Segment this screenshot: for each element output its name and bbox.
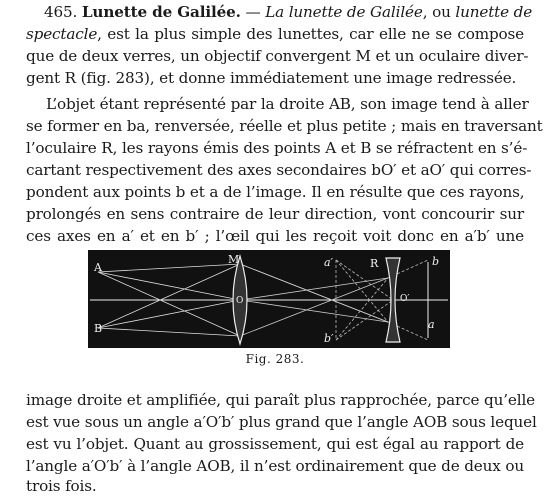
- label-A: A: [94, 261, 102, 274]
- text-line: cartant respectivement des axes secondaires bO′ et aO′ qui corres-: [26, 161, 532, 179]
- section-title: Lunette de Galilée.: [81, 3, 241, 21]
- label-b-prime: b′: [324, 332, 334, 345]
- text-fragment: que de deux verres, un objectif convergent M et un oculaire diver-: [26, 47, 529, 65]
- text-line: trois fois.: [26, 477, 97, 495]
- text-line: L’objet étant représenté par la droite AB, son image tend à aller: [46, 95, 529, 113]
- text-fragment: La lunette de Galilée: [265, 3, 423, 21]
- text-line: image droite et amplifiée, qui paraît plus rapprochée, parce qu’elle: [26, 391, 535, 409]
- text-line: se former en ba, renversée, réelle et plus petite ; mais en traversant: [26, 117, 543, 135]
- label-M: M: [228, 253, 240, 266]
- section-dash: —: [245, 3, 261, 21]
- text-fragment: lunette de: [455, 3, 533, 21]
- label-b: b: [432, 255, 440, 268]
- label-a: a: [428, 318, 435, 331]
- label-O: O: [236, 296, 244, 306]
- text-fragment: , ou: [422, 3, 456, 21]
- text-line: ces axes en a′ et en b′ ; l’œil qui les reçoit voit donc en a′b′ une: [26, 227, 524, 245]
- galilean-telescope-diagram: [88, 250, 450, 348]
- label-O-prime: O′: [400, 294, 410, 304]
- text-line: l’oculaire R, les rayons émis des points A et B se réfractent en s’é-: [26, 139, 528, 157]
- figure-caption: Fig. 283.: [245, 352, 305, 366]
- text-line: l’angle a′O′b′ à l’angle AOB, il n’est ordinairement que de deux ou: [26, 457, 524, 475]
- text-fragment: gent R (fig. 283), et donne immédiatement une image redressée.: [26, 69, 517, 87]
- section-heading-line: [26, 2, 533, 22]
- text-fragment: , est la plus simple des lunettes, car elle ne se compose: [97, 25, 524, 43]
- text-fragment: spectacle: [26, 25, 98, 43]
- text-line: pondent aux points b et a de l’image. Il en résulte que ces rayons,: [26, 183, 525, 201]
- text-line: [26, 46, 529, 66]
- text-line: [26, 68, 524, 88]
- text-line: est vu l’objet. Quant au grossissement, qui est égal au rapport de: [26, 435, 524, 453]
- section-number: 465.: [44, 3, 78, 21]
- text-line: est vue sous un angle a′O′b′ plus grand que l’angle AOB sous lequel: [26, 413, 537, 431]
- text-line: prolongés en sens contraire de leur direction, vont concourir sur: [26, 205, 524, 223]
- diagram-svg: [88, 250, 450, 348]
- text-line: [26, 24, 524, 44]
- label-a-prime: a′: [324, 256, 334, 269]
- label-R: R: [370, 257, 379, 270]
- label-B: B: [94, 322, 103, 335]
